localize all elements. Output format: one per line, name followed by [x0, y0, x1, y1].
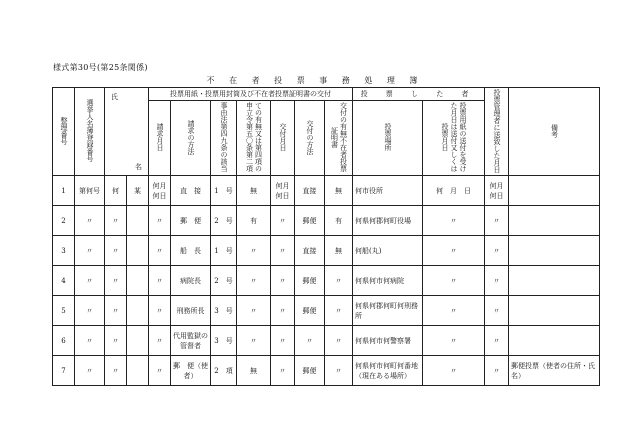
- header-jiyu: 事由法第四九条の該当: [211, 101, 237, 176]
- cell-jiyu: 3 号: [211, 326, 237, 356]
- cell-shomei: 有: [237, 206, 271, 236]
- header-group-tohyo: 投 票 し た 者: [353, 88, 485, 101]
- cell-seikyu-date: 〃: [149, 206, 171, 236]
- table-row: [53, 176, 600, 206]
- cell-method: 船 長: [171, 236, 211, 266]
- table-row: [53, 266, 600, 296]
- cell-kanri-date: 〃: [485, 296, 509, 326]
- cell-jiyu: 2 号: [211, 266, 237, 296]
- cell-kofu-date: 〃: [271, 326, 295, 356]
- cell-mei: [127, 266, 149, 296]
- cell-kanri-date: 〃: [485, 266, 509, 296]
- cell-shi: 〃: [105, 266, 127, 296]
- header-fuzai-shomei: 交付の有無不在者投票証明書: [325, 101, 353, 176]
- cell-soufu-date: 何 月 日: [423, 176, 485, 206]
- cell-shomei: 〃: [237, 296, 271, 326]
- cell-biko: [509, 236, 600, 266]
- cell-seikyu-date: 〃: [149, 326, 171, 356]
- cell-fuzai: 〃: [325, 266, 353, 296]
- cell-soufu-date: 〃: [423, 356, 485, 386]
- header-seiri-bango: 整理番号: [53, 88, 75, 176]
- cell-place: 何船(丸): [353, 236, 423, 266]
- header-shi: 氏: [111, 92, 118, 101]
- cell-kanri-date: 〃: [485, 206, 509, 236]
- cell-seikyu-date: 〃: [149, 296, 171, 326]
- cell-no: 6: [53, 326, 75, 356]
- cell-no: 1: [53, 176, 75, 206]
- cell-shomei: 〃: [237, 236, 271, 266]
- header-seikyu-tsukihi: 請求月日: [149, 101, 171, 176]
- cell-reg-no: 〃: [75, 236, 105, 266]
- cell-place: 何県何市何町何番地（現在ある場所）: [353, 356, 423, 386]
- cell-kanri-date: 何月 何日: [485, 176, 509, 206]
- header-shimei: [105, 88, 149, 176]
- cell-reg-no: 〃: [75, 296, 105, 326]
- cell-kanri-date: 〃: [485, 356, 509, 386]
- table-row: [53, 326, 600, 356]
- cell-shi: 何: [105, 176, 127, 206]
- cell-mei: [127, 236, 149, 266]
- cell-shi: 〃: [105, 326, 127, 356]
- cell-soufu-date: 〃: [423, 236, 485, 266]
- cell-place: 何県何市何病院: [353, 266, 423, 296]
- cell-kofu-method: 郵便: [295, 296, 325, 326]
- cell-biko: [509, 326, 600, 356]
- cell-shomei: 〃: [237, 326, 271, 356]
- cell-kofu-method: 直接: [295, 236, 325, 266]
- cell-reg-no: 〃: [75, 206, 105, 236]
- header-seikyu-hoho: 請求の方法: [171, 101, 211, 176]
- cell-jiyu: 3 号: [211, 296, 237, 326]
- header-biko: 備考: [509, 88, 600, 176]
- cell-seikyu-date: 〃: [149, 266, 171, 296]
- cell-kofu-date: 〃: [271, 266, 295, 296]
- cell-method: 直 接: [171, 176, 211, 206]
- cell-jiyu: 2 号: [211, 206, 237, 236]
- cell-kofu-method: 郵便: [295, 356, 325, 386]
- cell-method: 病院長: [171, 266, 211, 296]
- cell-kofu-method: 郵便: [295, 266, 325, 296]
- cell-place: 何県何市何警察署: [353, 326, 423, 356]
- cell-place: 何県何郡何町役場: [353, 206, 423, 236]
- cell-place: 何県何郡何町何刑務所: [353, 296, 423, 326]
- cell-reg-no: 〃: [75, 326, 105, 356]
- cell-fuzai: 〃: [325, 326, 353, 356]
- cell-kanri-date: 〃: [485, 236, 509, 266]
- header-tohyo-basho: 投票場所: [353, 101, 423, 176]
- cell-shomei: 〃: [237, 266, 271, 296]
- cell-kanri-date: 〃: [485, 326, 509, 356]
- cell-shi: 〃: [105, 236, 127, 266]
- cell-method: 代用監獄の管督者: [171, 326, 211, 356]
- cell-seikyu-date: 〃: [149, 356, 171, 386]
- cell-fuzai: 〃: [325, 356, 353, 386]
- cell-biko: [509, 266, 600, 296]
- cell-soufu-date: 〃: [423, 266, 485, 296]
- cell-kofu-date: 〃: [271, 206, 295, 236]
- cell-fuzai: 〃: [325, 296, 353, 326]
- cell-no: 3: [53, 236, 75, 266]
- cell-method: 郵 便: [171, 206, 211, 236]
- cell-biko: 郵便投票（使者の住所・氏名）: [509, 356, 600, 386]
- cell-method: 郵 便（使者）: [171, 356, 211, 386]
- cell-kofu-date: 〃: [271, 356, 295, 386]
- cell-kofu-method: 郵便: [295, 206, 325, 236]
- cell-soufu-date: 〃: [423, 326, 485, 356]
- cell-mei: [127, 296, 149, 326]
- cell-kofu-date: 〃: [271, 296, 295, 326]
- cell-fuzai: 有: [325, 206, 353, 236]
- cell-no: 4: [53, 266, 75, 296]
- cell-no: 5: [53, 296, 75, 326]
- cell-shomei: 無: [237, 356, 271, 386]
- table-row: [53, 296, 600, 326]
- page-title: 不 在 者 投 票 事 務 処 理 簿: [206, 76, 424, 85]
- cell-kofu-date: 〃: [271, 236, 295, 266]
- cell-reg-no: 第何号: [75, 176, 105, 206]
- register-table: [52, 87, 600, 386]
- cell-seikyu-date: 〃: [149, 236, 171, 266]
- cell-kofu-method: 直接: [295, 176, 325, 206]
- header-kofu-hoho: 交付の方法: [295, 101, 325, 176]
- cell-kofu-date: 何月 何日: [271, 176, 295, 206]
- header-kofu-tsukihi: 交付月日: [271, 101, 295, 176]
- cell-biko: [509, 176, 600, 206]
- cell-no: 7: [53, 356, 75, 386]
- cell-biko: [509, 206, 600, 236]
- cell-mei: [127, 326, 149, 356]
- cell-mei: [127, 356, 149, 386]
- cell-reg-no: 〃: [75, 266, 105, 296]
- cell-biko: [509, 296, 600, 326]
- cell-mei: [127, 206, 149, 236]
- header-soufu-hi: 投票用紙の送付を受けた月日は送付又しくは投票月日: [423, 101, 485, 176]
- cell-reg-no: 〃: [75, 356, 105, 386]
- header-kanrisha-soufu: 投票管理者に送致した月日: [485, 88, 509, 176]
- form-number: 様式第30号(第25条関係): [53, 63, 148, 72]
- cell-fuzai: 無: [325, 176, 353, 206]
- cell-soufu-date: 〃: [423, 296, 485, 326]
- header-group-kofu: 投票用紙・投票用封筒及び不在者投票証明書の交付: [149, 88, 353, 101]
- cell-shi: 〃: [105, 206, 127, 236]
- cell-shomei: 無: [237, 176, 271, 206]
- cell-soufu-date: 〃: [423, 206, 485, 236]
- table-row: [53, 236, 600, 266]
- cell-shi: 〃: [105, 296, 127, 326]
- cell-jiyu: 1 号: [211, 176, 237, 206]
- header-senkyonin-bango: 選挙人名簿登録番号: [75, 88, 105, 176]
- cell-jiyu: 1 号: [211, 236, 237, 266]
- header-mei: 名: [135, 162, 142, 171]
- header-shomei-umu: ての有無又は第四項の申立令第五〇条第二項: [237, 101, 271, 176]
- table-row: [53, 206, 600, 236]
- cell-mei: 某: [127, 176, 149, 206]
- cell-fuzai: 無: [325, 236, 353, 266]
- cell-jiyu: 2 項: [211, 356, 237, 386]
- cell-shi: 〃: [105, 356, 127, 386]
- table-row: [53, 356, 600, 386]
- cell-place: 何市役所: [353, 176, 423, 206]
- cell-kofu-method: 〃: [295, 326, 325, 356]
- cell-no: 2: [53, 206, 75, 236]
- cell-method: 刑務所長: [171, 296, 211, 326]
- cell-seikyu-date: 何月 何日: [149, 176, 171, 206]
